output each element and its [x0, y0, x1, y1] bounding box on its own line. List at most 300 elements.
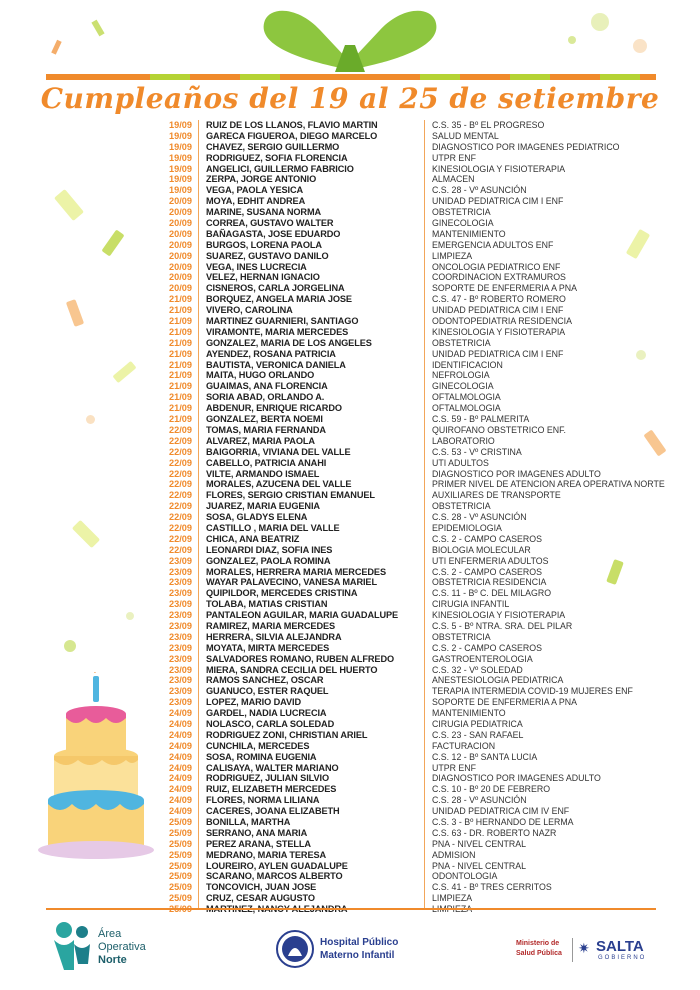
person-name: PANTALEON AGUILAR, MARIA GUADALUPE: [206, 610, 399, 621]
list-item: [160, 360, 680, 371]
list-item: [160, 556, 680, 567]
list-item: [160, 773, 680, 784]
birthday-date: 23/09: [169, 599, 192, 610]
service-name: DIAGNOSTICO POR IMAGENES ADULTO: [432, 468, 601, 479]
birthday-date: 20/09: [169, 272, 192, 283]
person-name: SCARANO, MARCOS ALBERTO: [206, 871, 343, 882]
service-name: LIMPIEZA: [432, 250, 473, 261]
person-name: MIERA, SANDRA CECILIA DEL HUERTO: [206, 664, 378, 675]
confetti-decoration: [66, 299, 84, 327]
birthday-date: 21/09: [169, 348, 192, 359]
birthday-date: 21/09: [169, 414, 192, 425]
birthday-date: 19/09: [169, 152, 192, 163]
confetti-dot: [64, 640, 76, 652]
person-name: FLORES, SERGIO CRISTIAN EMANUEL: [206, 490, 375, 501]
person-name: RODRIGUEZ ZONI, CHRISTIAN ARIEL: [206, 729, 368, 740]
birthday-date: 23/09: [169, 653, 192, 664]
list-item: [160, 469, 680, 480]
service-name: C.S. 63 - DR. ROBERTO NAZR: [432, 827, 557, 838]
list-item: [160, 490, 680, 501]
person-name: PEREZ ARANA, STELLA: [206, 838, 311, 849]
list-item: [160, 686, 680, 697]
birthday-date: 19/09: [169, 174, 192, 185]
birthday-date: 23/09: [169, 577, 192, 588]
birthday-date: 21/09: [169, 294, 192, 305]
person-name: NOLASCO, CARLA SOLEDAD: [206, 718, 335, 729]
list-item: [160, 839, 680, 850]
service-name: C.S. 10 - Bº 20 DE FEBRERO: [432, 784, 551, 795]
service-name: TERAPIA INTERMEDIA COVID-19 MUJERES ENF: [432, 686, 633, 697]
list-item: [160, 153, 680, 164]
birthday-date: 22/09: [169, 501, 192, 512]
birthday-date: 22/09: [169, 522, 192, 533]
birthday-date: 21/09: [169, 337, 192, 348]
service-name: ALMACEN: [432, 174, 475, 185]
birthday-date: 22/09: [169, 512, 192, 523]
list-item: [160, 305, 680, 316]
birthday-date: 21/09: [169, 370, 192, 381]
list-item: [160, 523, 680, 534]
service-name: KINESIOLOGIA Y FISIOTERAPIA: [432, 163, 566, 174]
list-item: [160, 294, 680, 305]
service-name: CIRUGIA PEDIATRICA: [432, 718, 523, 729]
birthday-date: 24/09: [169, 751, 192, 762]
person-name: WAYAR PALAVECINO, VANESA MARIEL: [206, 577, 377, 588]
person-name: SORIA ABAD, ORLANDO A.: [206, 392, 325, 403]
service-name: GASTROENTEROLOGIA: [432, 653, 533, 664]
birthday-date: 20/09: [169, 261, 192, 272]
area-line3: Norte: [98, 954, 127, 966]
person-name: CABELLO, PATRICIA ANAHI: [206, 457, 327, 468]
person-name: BORQUEZ, ANGELA MARIA JOSE: [206, 294, 352, 305]
person-name: LOPEZ, MARIO DAVID: [206, 697, 302, 708]
birthday-date: 21/09: [169, 392, 192, 403]
list-item: [160, 207, 680, 218]
list-item: [160, 817, 680, 828]
list-item: [160, 338, 680, 349]
list-item: [160, 425, 680, 436]
birthday-date: 24/09: [169, 773, 192, 784]
hospital-name-line1: Hospital Público: [320, 937, 399, 948]
service-name: UNIDAD PEDIATRICA CIM I ENF: [432, 348, 564, 359]
service-name: C.S. 23 - SAN RAFAEL: [432, 729, 524, 740]
hospital-logo: [276, 928, 436, 972]
birthday-date: 24/09: [169, 740, 192, 751]
birthday-date: 24/09: [169, 762, 192, 773]
list-item: [160, 708, 680, 719]
service-name: KINESIOLOGIA Y FISIOTERAPIA: [432, 610, 566, 621]
service-name: SALUD MENTAL: [432, 130, 499, 141]
list-item: [160, 675, 680, 686]
birthday-cake-illustration: [36, 672, 166, 868]
service-name: LIMPIEZA: [432, 893, 473, 904]
hospital-name-line2: Materno Infantil: [320, 950, 395, 961]
birthday-list: [160, 120, 680, 915]
service-name: OBSTETRICIA: [432, 501, 491, 512]
birthday-date: 20/09: [169, 218, 192, 229]
service-name: FACTURACION: [432, 740, 496, 751]
birthday-date: 20/09: [169, 250, 192, 261]
person-name: SOSA, GLADYS ELENA: [206, 512, 308, 523]
birthday-date: 20/09: [169, 239, 192, 250]
confetti-decoration: [72, 520, 100, 548]
area-operativa-icon: [52, 920, 92, 972]
logo-separator: [572, 938, 573, 962]
person-name: GONZALEZ, BERTA NOEMI: [206, 414, 323, 425]
person-name: CORREA, GUSTAVO WALTER: [206, 218, 334, 229]
list-item: [160, 534, 680, 545]
list-item: [160, 665, 680, 676]
confetti-decoration: [112, 361, 136, 383]
list-item: [160, 599, 680, 610]
service-name: C.S. 3 - Bº HERNANDO DE LERMA: [432, 817, 574, 827]
service-name: OBSTETRICIA: [432, 207, 491, 218]
person-name: GARDEL, NADIA LUCRECIA: [206, 708, 327, 719]
person-name: CHAVEZ, SERGIO GUILLERMO: [206, 141, 340, 152]
person-name: RAMIREZ, MARIA MERCEDES: [206, 620, 336, 631]
list-item: [160, 283, 680, 294]
birthday-date: 23/09: [169, 566, 192, 577]
service-name: UTPR ENF: [432, 152, 476, 163]
birthday-date: 19/09: [169, 185, 192, 196]
birthday-date: 24/09: [169, 708, 192, 719]
person-name: MAITA, HUGO ORLANDO: [206, 370, 315, 381]
service-name: EPIDEMIOLOGIA: [432, 522, 502, 533]
person-name: CUNCHILA, MERCEDES: [206, 740, 310, 751]
birthday-date: 23/09: [169, 664, 192, 675]
service-name: PNA - NIVEL CENTRAL: [432, 838, 527, 849]
person-name: MOYATA, MIRTA MERCEDES: [206, 642, 330, 653]
person-name: RAMOS SANCHEZ, OSCAR: [206, 675, 324, 686]
birthday-date: 22/09: [169, 468, 192, 479]
birthday-date: 24/09: [169, 795, 192, 806]
list-item: [160, 567, 680, 578]
list-item: [160, 654, 680, 665]
person-name: TOLABA, MATIAS CRISTIAN: [206, 599, 328, 610]
service-name: PNA - NIVEL CENTRAL: [432, 860, 527, 871]
birthday-date: 25/09: [169, 882, 192, 893]
list-item: [160, 752, 680, 763]
birthday-date: 21/09: [169, 403, 192, 414]
birthday-date: 20/09: [169, 228, 192, 239]
person-name: GUANUCO, ESTER RAQUEL: [206, 686, 329, 697]
service-name: EMERGENCIA ADULTOS ENF: [432, 239, 554, 250]
gift-ribbon-decoration: [0, 0, 700, 82]
person-name: VIVERO, CAROLINA: [206, 305, 293, 316]
person-name: GUAIMAS, ANA FLORENCIA: [206, 381, 328, 392]
birthday-date: 25/09: [169, 860, 192, 871]
service-name: GINECOLOGIA: [432, 381, 494, 392]
service-name: MANTENIMIENTO: [432, 708, 506, 719]
person-name: CASTILLO , MARIA DEL VALLE: [206, 522, 340, 533]
person-name: CHICA, ANA BEATRIZ: [206, 533, 300, 544]
confetti-dot: [86, 415, 95, 424]
person-name: SOSA, ROMINA EUGENIA: [206, 751, 317, 762]
list-item: [160, 327, 680, 338]
service-name: ANESTESIOLOGIA PEDIATRICA: [432, 675, 564, 686]
list-item: [160, 414, 680, 425]
service-name: C.S. 59 - Bº PALMERITA: [432, 414, 530, 425]
person-name: HERRERA, SILVIA ALEJANDRA: [206, 631, 342, 642]
person-name: VIRAMONTE, MARIA MERCEDES: [206, 326, 349, 337]
person-name: TOMAS, MARIA FERNANDA: [206, 424, 326, 435]
service-name: DIAGNOSTICO POR IMAGENES ADULTO: [432, 773, 601, 784]
list-item: [160, 229, 680, 240]
list-item: [160, 164, 680, 175]
service-name: C.S. 12 - Bº SANTA LUCIA: [432, 751, 538, 762]
service-name: BIOLOGIA MOLECULAR: [432, 544, 531, 555]
birthday-date: 25/09: [169, 827, 192, 838]
person-name: GONZALEZ, MARIA DE LOS ANGELES: [206, 337, 372, 348]
salta-wordmark: SALTA: [596, 938, 644, 955]
person-name: LEONARDI DIAZ, SOFIA INES: [206, 544, 333, 555]
confetti-decoration: [54, 189, 84, 221]
list-item: [160, 240, 680, 251]
person-name: ANGELICI, GUILLERMO FABRICIO: [206, 163, 354, 174]
footer-divider: [46, 908, 656, 910]
star-icon: ✷: [578, 940, 590, 956]
list-item: [160, 447, 680, 458]
person-name: FLORES, NORMA LILIANA: [206, 795, 320, 806]
hospital-emblem-icon: [276, 930, 314, 968]
person-name: TONCOVICH, JUAN JOSE: [206, 882, 317, 893]
birthday-date: 21/09: [169, 305, 192, 316]
person-name: RODRIGUEZ, SOFIA FLORENCIA: [206, 152, 348, 163]
person-name: LOUREIRO, AYLEN GUADALUPE: [206, 860, 348, 871]
birthday-date: 20/09: [169, 196, 192, 207]
person-name: RUIZ DE LOS LLANOS, FLAVIO MARTIN: [206, 120, 378, 130]
list-item: [160, 142, 680, 153]
birthday-date: 25/09: [169, 849, 192, 860]
person-name: RUIZ, ELIZABETH MERCEDES: [206, 784, 337, 795]
person-name: BAÑAGASTA, JOSE EDUARDO: [206, 228, 341, 239]
birthday-date: 23/09: [169, 631, 192, 642]
list-item: [160, 392, 680, 403]
birthday-date: 23/09: [169, 686, 192, 697]
birthday-date: 24/09: [169, 806, 192, 817]
birthday-date: 22/09: [169, 544, 192, 555]
birthday-date: 22/09: [169, 533, 192, 544]
service-name: AUXILIARES DE TRANSPORTE: [432, 490, 561, 501]
service-name: C.S. 28 - Vº ASUNCIÓN: [432, 185, 527, 196]
service-name: SOPORTE DE ENFERMERIA A PNA: [432, 283, 578, 294]
birthday-date: 21/09: [169, 359, 192, 370]
list-item: [160, 196, 680, 207]
list-item: [160, 828, 680, 839]
person-name: MORALES, HERRERA MARIA MERCEDES: [206, 566, 386, 577]
service-name: NEFROLOGIA: [432, 370, 490, 381]
birthday-date: 21/09: [169, 326, 192, 337]
ministry-line1: Ministerio de: [516, 940, 560, 947]
list-item: [160, 316, 680, 327]
list-item: [160, 131, 680, 142]
person-name: MOYA, EDHIT ANDREA: [206, 196, 306, 207]
person-name: MORALES, AZUCENA DEL VALLE: [206, 479, 352, 490]
confetti-decoration: [101, 229, 124, 256]
service-name: PRIMER NIVEL DE ATENCION AREA OPERATIVA NORTE: [432, 479, 665, 490]
list-item: [160, 719, 680, 730]
list-item: [160, 577, 680, 588]
service-name: UTI ADULTOS: [432, 457, 489, 468]
service-name: C.S. 2 - CAMPO CASEROS: [432, 566, 542, 577]
person-name: BAUTISTA, VERONICA DANIELA: [206, 359, 346, 370]
confetti-dot: [126, 612, 134, 620]
person-name: RODRIGUEZ, JULIAN SILVIO: [206, 773, 329, 784]
list-item: [160, 218, 680, 229]
service-name: OBSTETRICIA: [432, 337, 491, 348]
birthday-date: 23/09: [169, 642, 192, 653]
birthday-date: 22/09: [169, 424, 192, 435]
service-name: OBSTETRICIA: [432, 631, 491, 642]
person-name: VILTE, ARMANDO ISMAEL: [206, 468, 320, 479]
person-name: VEGA, PAOLA YESICA: [206, 185, 304, 196]
birthday-date: 19/09: [169, 120, 192, 130]
service-name: C.S. 32 - Vº SOLEDAD: [432, 664, 523, 675]
service-name: C.S. 47 - Bº ROBERTO ROMERO: [432, 294, 566, 305]
birthday-date: 22/09: [169, 446, 192, 457]
list-item: [160, 806, 680, 817]
list-item: [160, 643, 680, 654]
area-line1: Área: [98, 928, 122, 940]
list-item: [160, 174, 680, 185]
person-name: CALISAYA, WALTER MARIANO: [206, 762, 339, 773]
service-name: C.S. 11 - Bº C. DEL MILAGRO: [432, 588, 552, 599]
salta-government-logo: [516, 936, 666, 970]
service-name: SOPORTE DE ENFERMERIA A PNA: [432, 697, 578, 708]
list-item: [160, 251, 680, 262]
birthday-date: 23/09: [169, 610, 192, 621]
birthday-date: 25/09: [169, 838, 192, 849]
person-name: ABDENUR, ENRIQUE RICARDO: [206, 403, 342, 414]
service-name: MANTENIMIENTO: [432, 228, 506, 239]
birthday-date: 19/09: [169, 141, 192, 152]
birthday-date: 21/09: [169, 381, 192, 392]
birthday-date: 19/09: [169, 130, 192, 141]
person-name: VELEZ, HERNAN IGNACIO: [206, 272, 320, 283]
person-name: SERRANO, ANA MARIA: [206, 827, 308, 838]
person-name: BAIGORRIA, VIVIANA DEL VALLE: [206, 446, 351, 457]
service-name: ODONTOLOGIA: [432, 871, 498, 882]
list-item: [160, 479, 680, 490]
birthday-date: 22/09: [169, 490, 192, 501]
list-item: [160, 545, 680, 556]
service-name: CIRUGIA INFANTIL: [432, 599, 510, 610]
list-item: [160, 632, 680, 643]
list-item: [160, 697, 680, 708]
list-item: [160, 588, 680, 599]
person-name: SALVADORES ROMANO, RUBEN ALFREDO: [206, 653, 395, 664]
birthday-date: 21/09: [169, 316, 192, 327]
service-name: QUIROFANO OBSTETRICO ENF.: [432, 424, 566, 435]
gobierno-label: GOBIERNO: [598, 955, 647, 961]
service-name: UTI ENFERMERIA ADULTOS: [432, 555, 549, 566]
list-item: [160, 185, 680, 196]
area-line2: Operativa: [98, 941, 146, 953]
list-item: [160, 741, 680, 752]
list-item: [160, 403, 680, 414]
service-name: ODONTOPEDIATRIA RESIDENCIA: [432, 316, 572, 327]
birthday-date: 25/09: [169, 893, 192, 904]
service-name: OBSTETRICIA RESIDENCIA: [432, 577, 547, 588]
person-name: MARTINEZ GUARNIERI, SANTIAGO: [206, 316, 359, 327]
list-item: [160, 501, 680, 512]
page-title: Cumpleaños del 19 al 25 de setiembre: [40, 82, 660, 115]
person-name: AYENDEZ, ROSANA PATRICIA: [206, 348, 336, 359]
list-item: [160, 730, 680, 741]
birthday-date: 20/09: [169, 283, 192, 294]
list-item: [160, 784, 680, 795]
person-name: VEGA, INES LUCRECIA: [206, 261, 307, 272]
service-name: UNIDAD PEDIATRICA CIM I ENF: [432, 196, 564, 207]
birthday-date: 24/09: [169, 718, 192, 729]
person-name: BONILLA, MARTHA: [206, 817, 291, 827]
service-name: C.S. 28 - Vº ASUNCIÓN: [432, 512, 527, 523]
person-name: MEDRANO, MARIA TERESA: [206, 849, 327, 860]
birthday-date: 23/09: [169, 697, 192, 708]
service-name: C.S. 5 - Bº NTRA. SRA. DEL PILAR: [432, 620, 573, 631]
list-item: [160, 882, 680, 893]
list-item: [160, 458, 680, 469]
birthday-date: 19/09: [169, 163, 192, 174]
birthday-date: 23/09: [169, 620, 192, 631]
list-item: [160, 262, 680, 273]
service-name: C.S. 28 - Vº ASUNCIÓN: [432, 795, 527, 806]
list-item: [160, 610, 680, 621]
birthday-date: 22/09: [169, 479, 192, 490]
service-name: KINESIOLOGIA Y FISIOTERAPIA: [432, 326, 566, 337]
person-name: CRUZ, CESAR AUGUSTO: [206, 893, 315, 904]
person-name: GARECA FIGUEROA, DIEGO MARCELO: [206, 130, 378, 141]
person-name: GONZALEZ, PAOLA ROMINA: [206, 555, 331, 566]
service-name: IDENTIFICACION: [432, 359, 503, 370]
service-name: UNIDAD PEDIATRICA CIM I ENF: [432, 305, 564, 316]
birthday-date: 25/09: [169, 817, 192, 827]
service-name: C.S. 2 - CAMPO CASEROS: [432, 642, 542, 653]
person-name: MARINE, SUSANA NORMA: [206, 207, 322, 218]
list-item: [160, 763, 680, 774]
birthday-date: 22/09: [169, 435, 192, 446]
service-name: UNIDAD PEDIATRICA CIM IV ENF: [432, 806, 570, 817]
person-name: QUIPILDOR, MERCEDES CRISTINA: [206, 588, 358, 599]
list-item: [160, 871, 680, 882]
service-name: C.S. 2 - CAMPO CASEROS: [432, 533, 542, 544]
person-name: SUAREZ, GUSTAVO DANILO: [206, 250, 329, 261]
person-name: ALVAREZ, MARIA PAOLA: [206, 435, 315, 446]
person-name: BURGOS, LORENA PAOLA: [206, 239, 322, 250]
birthday-date: 23/09: [169, 588, 192, 599]
service-name: ONCOLOGIA PEDIATRICO ENF: [432, 261, 561, 272]
list-item: [160, 861, 680, 872]
birthday-date: 25/09: [169, 871, 192, 882]
area-operativa-logo: [52, 918, 172, 974]
list-item: [160, 621, 680, 632]
service-name: C.S. 53 - Vº CRISTINA: [432, 446, 522, 457]
service-name: GINECOLOGIA: [432, 218, 494, 229]
service-name: OFTALMOLOGIA: [432, 403, 501, 414]
birthday-date: 24/09: [169, 729, 192, 740]
list-item: [160, 850, 680, 861]
service-name: C.S. 35 - Bº EL PROGRESO: [432, 120, 545, 130]
person-name: JUAREZ, MARIA EUGENIA: [206, 501, 320, 512]
service-name: UTPR ENF: [432, 762, 476, 773]
birthday-date: 24/09: [169, 784, 192, 795]
birthday-date: 20/09: [169, 207, 192, 218]
list-item: [160, 381, 680, 392]
list-item: [160, 436, 680, 447]
birthday-date: 23/09: [169, 675, 192, 686]
list-item: [160, 349, 680, 360]
list-item: [160, 370, 680, 381]
